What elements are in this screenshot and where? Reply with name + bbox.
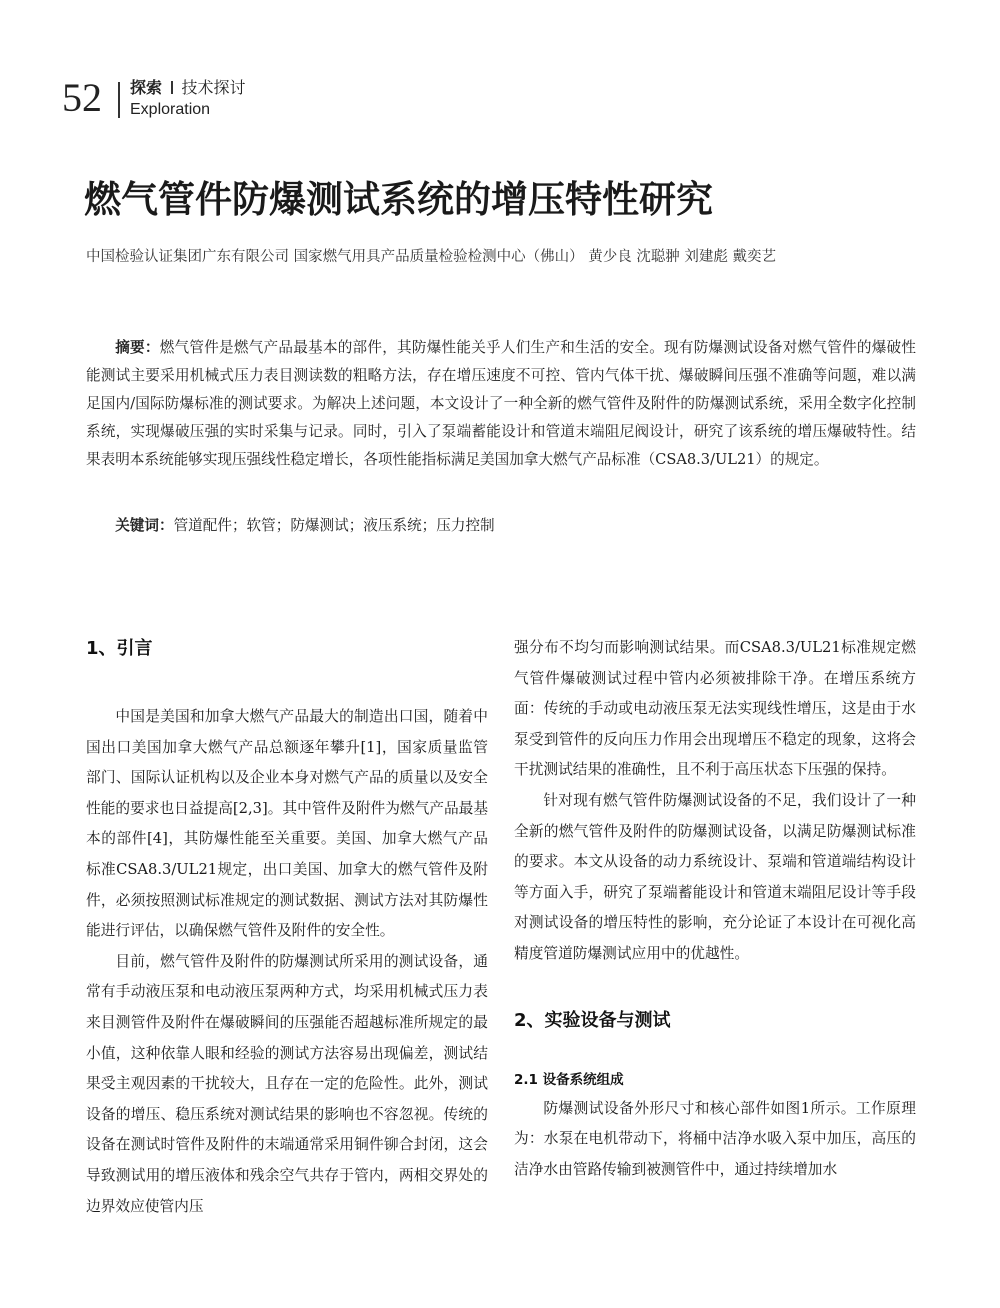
section-name: 探索 bbox=[130, 78, 163, 97]
section-heading-introduction: 1、引言 bbox=[86, 638, 153, 659]
section-separator bbox=[171, 81, 173, 94]
keywords-label: 关键词： bbox=[115, 517, 174, 534]
keywords bbox=[86, 512, 916, 540]
abstract bbox=[86, 334, 916, 474]
header-section bbox=[130, 78, 246, 98]
abstract-text: 燃气管件是燃气产品最基本的部件，其防爆性能关乎人们生产和生活的安全。现有防爆测试设备对燃气管件的爆破性能测试主要采用机械式压力表目测读数的粗略方法，存在增压速度不可控、管内气体干扰、爆破瞬间压强不准确等问题，难以满足国内/国际防爆标准的测试要求。为解决上述问题，本文设计了一种全新的燃气管件及附件的防爆测试系统，采用全数字化控制系统，实现爆破压强的实时采集与记录。同时，引入了泵端蓄能设计和管道末端阻尼阀设计，研究了该系统的增压爆破特性。结果表明本系统能够实现压强线性稳定增长，各项性能指标满足美国加拿大燃气产品标准（CSA8.3/UL21）的规定。 bbox=[86, 339, 916, 468]
article-title: 燃气管件防爆测试系统的增压特性研究 bbox=[84, 178, 713, 221]
subsection-name: 技术探讨 bbox=[181, 78, 246, 97]
right-column bbox=[514, 636, 916, 1185]
page-number: 52 bbox=[62, 75, 102, 120]
section-name-english: Exploration bbox=[130, 101, 211, 118]
left-column bbox=[86, 636, 488, 1222]
intro-paragraph-1: 中国是美国和加拿大燃气产品最大的制造出口国，随着中国出口美国加拿大燃气产品总额逐年攀升[1]，国家质量监管部门、国际认证机构以及企业本身对燃气产品的质量以及安全性能的要求也日益提高[2,3]。其中管件及附件为燃气产品最基本的部件[4]，其防爆性能至关重要。美国、加拿大燃气产品标准CSA8.3/UL21规定，出口美国、加拿大的燃气管件及附件，必须按照测试标准规定的测试数据、测试方法对其防爆性能进行评估，以确保燃气管件及附件的安全性。 bbox=[86, 708, 489, 940]
intro-paragraph-2: 目前，燃气管件及附件的防爆测试所采用的测试设备，通常有手动液压泵和电动液压泵两种方式，均采用机械式压力表来目测管件及附件在爆破瞬间的压强能否超越标准所规定的最小值，这种依靠人眼和经验的测试方法容易出现偏差，测试结果受主观因素的干扰较大，且存在一定的危险性。此外，测试设备的增压、稳压系统对测试结果的影响也不容忽视。传统的设备在测试时管件及附件的末端通常采用铜件铆合封闭，这会导致测试用的增压液体和残余空气共存于管内，两相交界处的边界效应使管内压 bbox=[86, 952, 488, 1215]
keywords-text: 管道配件；软管；防爆测试；液压系统；压力控制 bbox=[173, 517, 495, 534]
intro-paragraph-2-continued: 强分布不均匀而影响测试结果。而CSA8.3/UL21标准规定燃气管件爆破测试过程中管内必须被排除干净。在增压系统方面：传统的手动或电动液压泵无法实现线性增压，这是由于水泵受到管件的反向压力作用会出现增压不稳定的现象，这将会干扰测试结果的准确性，且不利于高压状态下压强的保持。 bbox=[514, 639, 916, 779]
abstract-label: 摘要： bbox=[115, 339, 160, 356]
author-affiliations: 中国检验认证集团广东有限公司 国家燃气用具产品质量检验检测中心（佛山） 黄少良 沈聪翀 刘建彪 戴奕艺 bbox=[86, 249, 777, 265]
intro-paragraph-3: 针对现有燃气管件防爆测试设备的不足，我们设计了一种全新的燃气管件及附件的防爆测试设备，以满足防爆测试标准的要求。本文从设备的动力系统设计、泵端和管道端结构设计等方面入手，研究了泵端蓄能设计和管道末端阻尼设计等手段对测试设备的增压特性的影响，充分论证了本设计在可视化高精度管道防爆测试应用中的优越性。 bbox=[514, 791, 916, 962]
header-divider bbox=[118, 82, 120, 118]
system-paragraph-1: 防爆测试设备外形尺寸和核心部件如图1所示。工作原理为：水泵在电机带动下，将桶中洁净水吸入泵中加压，高压的洁净水由管路传输到被测管件中，通过持续增加水 bbox=[514, 1099, 916, 1178]
section-heading-equipment: 2、实验设备与测试 bbox=[514, 1009, 671, 1031]
subsection-heading-system: 2.1 设备系统组成 bbox=[514, 1071, 624, 1088]
